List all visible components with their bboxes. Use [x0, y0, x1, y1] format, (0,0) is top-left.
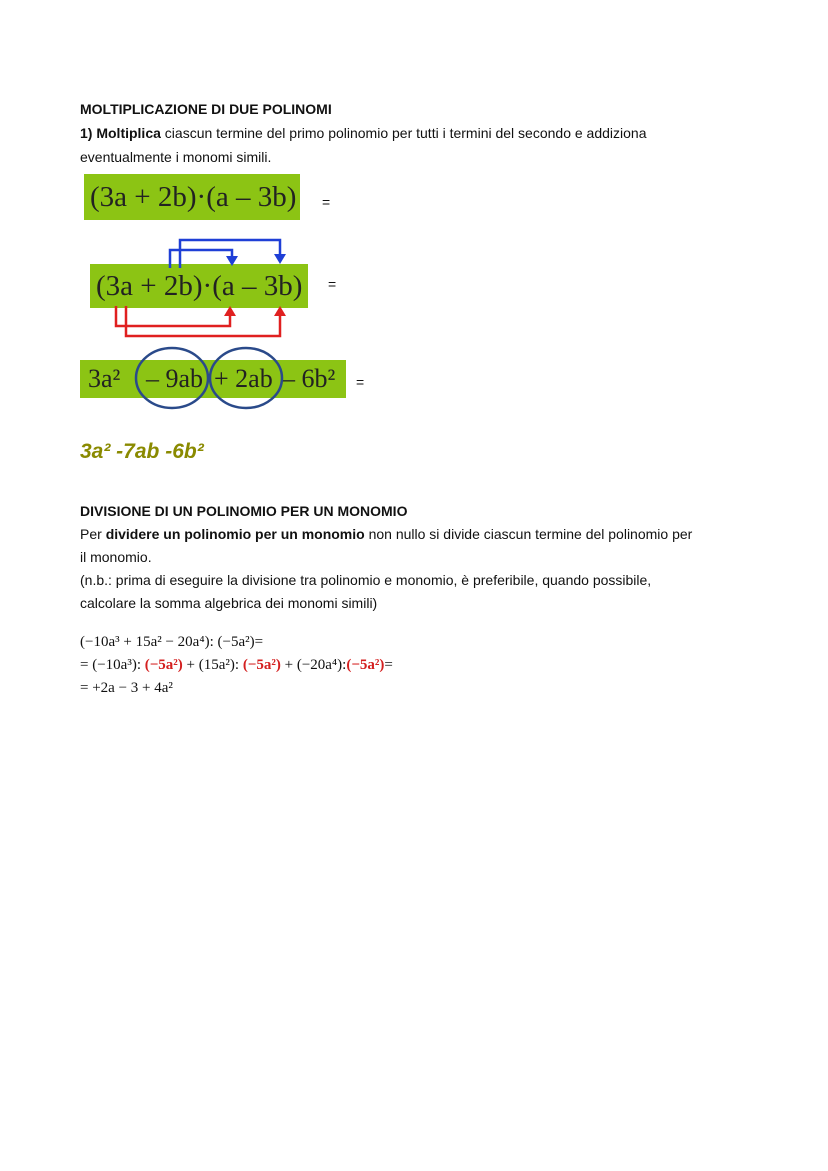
multiplication-result: 3a² -7ab -6b²: [80, 440, 204, 463]
l2-part-2: + (15a²):: [182, 657, 243, 673]
red-arrow-long: [126, 306, 280, 336]
division-line-1: (−10a³ + 15a² − 20a⁴): (−5a²)=: [80, 634, 264, 650]
l2-part-0: = (−10a³):: [80, 657, 145, 673]
p1-rest: non nullo si divide ciascun termine del polinomio per: [364, 526, 693, 542]
l2-divisor-2: (−5a²): [242, 657, 281, 673]
term-2: – 9ab: [146, 364, 204, 393]
equals-sign-1: =: [322, 194, 331, 210]
l2-part-6: =: [384, 657, 393, 673]
division-line-2: [80, 657, 393, 674]
intro-rest: ciascun termine del primo polinomio per tutti i termini del secondo e addiziona: [160, 125, 647, 141]
term-4: – 6b²: [282, 364, 336, 393]
red-arrows: [116, 306, 280, 336]
blue-arrowheads: [226, 254, 286, 266]
equals-sign-2: =: [328, 276, 337, 292]
intro-line2: eventualmente i monomi simili.: [80, 149, 272, 165]
blue-arrow-long: [180, 240, 280, 268]
red-arrowheads: [224, 306, 286, 316]
section-heading-division: DIVISIONE DI UN POLINOMIO PER UN MONOMIO: [80, 503, 408, 519]
term-3: + 2ab: [214, 364, 273, 393]
note-line2: calcolare la somma algebrica dei monomi simili): [80, 595, 378, 611]
section-heading-multiplication: MOLTIPLICAZIONE DI DUE POLINOMI: [80, 101, 332, 117]
expression-1: (3a + 2b)·(a – 3b): [84, 174, 300, 220]
p1-a: Per: [80, 526, 106, 542]
division-line-3: = +2a − 3 + 4a²: [80, 680, 173, 696]
circle-term-9ab: [136, 348, 208, 408]
division-paragraph: [80, 523, 692, 545]
expression-2: (3a + 2b)·(a – 3b): [90, 264, 308, 308]
l2-divisor-3: (−5a²): [346, 657, 385, 673]
intro-lead: 1) Moltiplica: [80, 125, 161, 141]
term-1: 3a²: [88, 364, 121, 393]
note-line1: (n.b.: prima di eseguire la divisione tra polinomio e monomio, è preferibile, quando possibile,: [80, 572, 652, 588]
l2-part-4: + (−20a⁴):: [280, 657, 347, 673]
blue-arrows: [170, 240, 280, 268]
red-arrow-short: [116, 306, 230, 326]
p1-bold: dividere un polinomio per un monomio: [105, 526, 365, 542]
equals-sign-3: =: [356, 374, 365, 390]
division-line2: il monomio.: [80, 549, 152, 565]
l2-divisor-1: (−5a²): [144, 657, 183, 673]
circle-term-2ab: [210, 348, 282, 408]
